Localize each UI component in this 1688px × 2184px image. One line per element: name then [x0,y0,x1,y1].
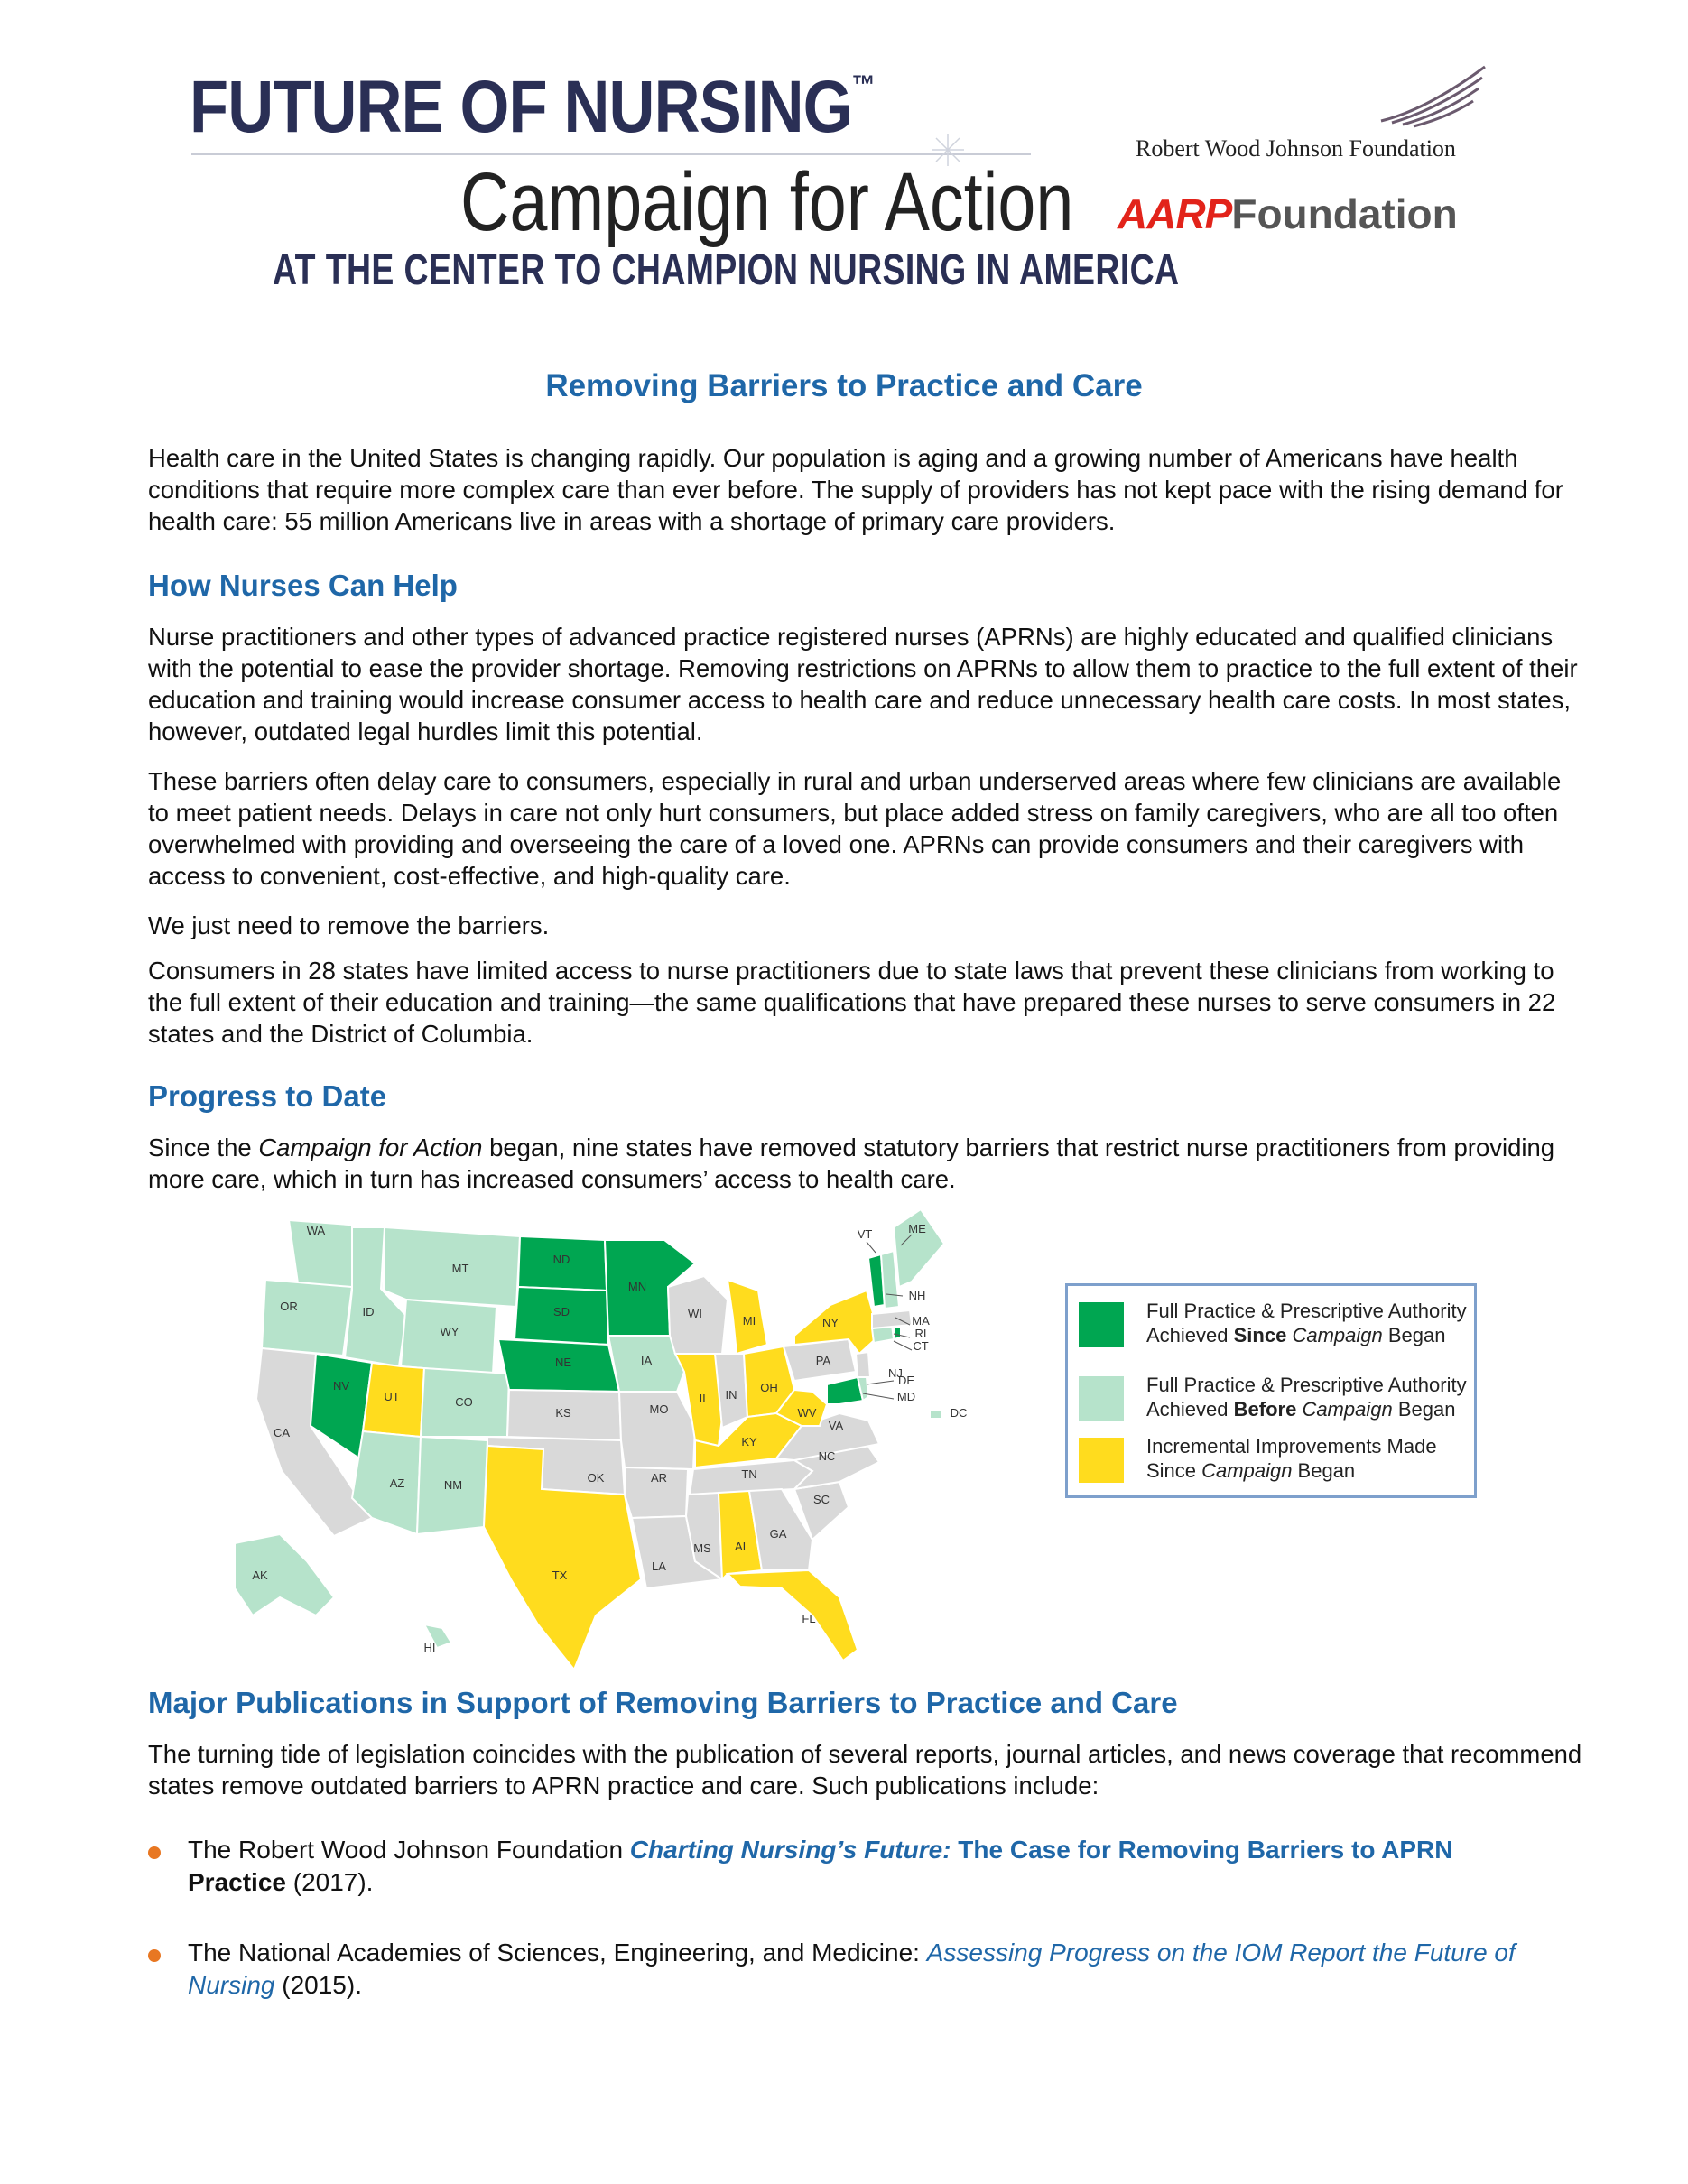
state-label-oh: OH [760,1381,778,1394]
state-label-co: CO [455,1395,473,1409]
publication-link-1a[interactable]: Charting Nursing’s Future: [629,1836,951,1864]
state-label-in: IN [725,1388,737,1402]
state-label-ak: AK [252,1569,268,1582]
publication-item-1: The Robert Wood Johnson Foundation Charting Nursing’s Future: The Case for Removing Barriers to APRN Practice (2017). [188,1836,1453,1896]
state-label-nj: NJ [888,1366,903,1380]
state-label-ma: MA [912,1314,930,1328]
state-label-mi: MI [742,1314,756,1328]
progress-paragraph: Since the Campaign for Action began, nine states have removed statutory barriers that restrict nurse practitioners from providing more care, which in turn has increased consumers’ access to health care. [148,1134,1555,1193]
state-label-pa: PA [815,1354,831,1367]
state-label-ca: CA [273,1426,291,1439]
help-paragraph-2: These barriers often delay care to consumers, especially in rural and urban underserved areas where few clinicians are available to meet patient needs. Delays in care not only hurt consumers, but place added stress on family caregivers, who are all too often overwhelmed with providing and overseeing the care of a loved one. APRNs can provide consumers and their caregivers with access to convenient, cost-effective, and high-quality care. [148,767,1562,890]
section-heading-publications: Major Publications in Support of Removing Barriers to Practice and Care [148,1686,1178,1719]
intro-paragraph: Health care in the United States is changing rapidly. Our population is aging and a growing number of Americans have health conditions that require more complex care than ever before. The supply of providers has not kept pace with the rising demand for health care: 55 million Americans live in areas with a shortage of primary care providers. [148,444,1563,535]
state-label-mo: MO [649,1402,669,1416]
state-label-tx: TX [552,1569,568,1582]
help-paragraph-3: We just need to remove the barriers. [148,912,550,939]
state-label-ga: GA [769,1527,787,1541]
state-label-ky: KY [741,1435,757,1448]
state-md [827,1377,863,1404]
state-label-dc: DC [950,1406,968,1420]
state-nj [856,1352,870,1377]
state-label-mn: MN [627,1280,647,1293]
page-title: Removing Barriers to Practice and Care [545,368,1143,403]
state-label-nh: NH [908,1289,926,1302]
state-label-me: ME [908,1222,926,1235]
state-label-ar: AR [650,1471,668,1485]
legend-swatch-yellow [1079,1438,1124,1483]
state-label-az: AZ [389,1476,405,1490]
state-dc [930,1410,942,1419]
bullet-icon [148,1846,161,1859]
legend-swatch-dark-green [1079,1302,1124,1347]
publication-link-1b[interactable]: The Case for Removing Barriers to APRN [951,1836,1453,1864]
campaign-logo-title: FUTURE OF NURSING™ [190,66,875,148]
aarp-foundation-logo: AARPFoundation [1118,190,1458,237]
legend-swatch-light-green [1079,1376,1124,1421]
state-label-mt: MT [451,1262,469,1275]
state-label-wy: WY [440,1325,459,1338]
state-label-sc: SC [812,1493,830,1506]
state-label-md: MD [896,1390,916,1403]
help-paragraph-4: Consumers in 28 states have limited access to nurse practitioners due to state laws that prevent these clinicians from working to the full extent of their education and training—the same qualifications that have prepared these nurses to serve consumers in 22 states and the District of Columbia. [148,957,1556,1048]
state-label-ny: NY [821,1316,839,1329]
state-label-tn: TN [741,1467,757,1481]
state-me [894,1209,944,1287]
state-label-ut: UT [384,1390,400,1403]
state-fl [728,1570,858,1661]
campaign-logo-subtitle: Campaign for Action [460,156,1074,248]
state-label-la: LA [652,1559,666,1573]
state-ri [894,1327,901,1339]
section-heading-progress: Progress to Date [148,1079,387,1113]
state-label-nc: NC [818,1449,836,1463]
state-label-il: IL [699,1392,710,1405]
state-label-wi: WI [688,1307,702,1320]
publication-item-2: The National Academies of Sciences, Engineering, and Medicine: Assessing Progress on the IOM Report the Future of Nursing (2015). [188,1939,1516,1999]
state-label-ri: RI [914,1327,927,1340]
publications-paragraph: The turning tide of legislation coincides with the publication of several reports, journal articles, and news coverage that recommend states remove outdated barriers to APRN practice and care. Such publications include: [148,1740,1582,1800]
state-label-ia: IA [640,1354,653,1367]
state-label-nd: ND [552,1253,570,1266]
state-label-ct: CT [913,1339,929,1353]
state-label-nm: NM [443,1478,463,1492]
state-label-de: DE [897,1374,915,1387]
state-ak [235,1534,334,1615]
state-label-ne: NE [554,1356,572,1369]
state-or [262,1280,352,1356]
state-label-al: AL [735,1540,749,1553]
bullet-icon [148,1949,161,1962]
publication-link-2[interactable]: Assessing Progress on the IOM Report the Future of Nursing [188,1939,1516,1999]
state-label-ms: MS [693,1541,711,1555]
state-label-ks: KS [555,1406,571,1420]
state-label-sd: SD [552,1305,570,1319]
state-label-vt: VT [857,1227,873,1241]
section-heading-help: How Nurses Can Help [148,569,458,602]
state-label-va: VA [828,1419,844,1432]
campaign-logo-tagline: AT THE CENTER TO CHAMPION NURSING IN AMERICA [273,246,1180,294]
state-label-wv: WV [797,1406,817,1420]
state-ma [872,1310,912,1328]
state-label-fl: FL [802,1612,816,1625]
rwjf-wing-icon [1372,65,1489,130]
map-legend: Full Practice & Prescriptive Authority Achieved Since Campaign Began Full Practice & Prescriptive Authority Achieved Before Campaign Began Incremental Improvements Made Since Campaign Began [1065,1283,1477,1498]
state-label-nv: NV [332,1379,350,1393]
state-label-ok: OK [587,1471,605,1485]
state-label-wa: WA [306,1224,326,1237]
state-label-id: ID [362,1305,375,1319]
rwjf-logo-text: Robert Wood Johnson Foundation [1136,135,1456,162]
us-np-practice-map [217,1200,1011,1670]
help-paragraph-1: Nurse practitioners and other types of advanced practice registered nurses (APRNs) are highly educated and qualified clinicians with the potential to ease the provider shortage. Removing restrictions on APRNs to allow them to practice to the full extent of their education and training would increase consumer access to health care and reduce unnecessary health care costs. In most states, however, outdated legal hurdles limit this potential. [148,623,1578,745]
state-label-or: OR [280,1300,298,1313]
state-label-hi: HI [423,1641,436,1654]
